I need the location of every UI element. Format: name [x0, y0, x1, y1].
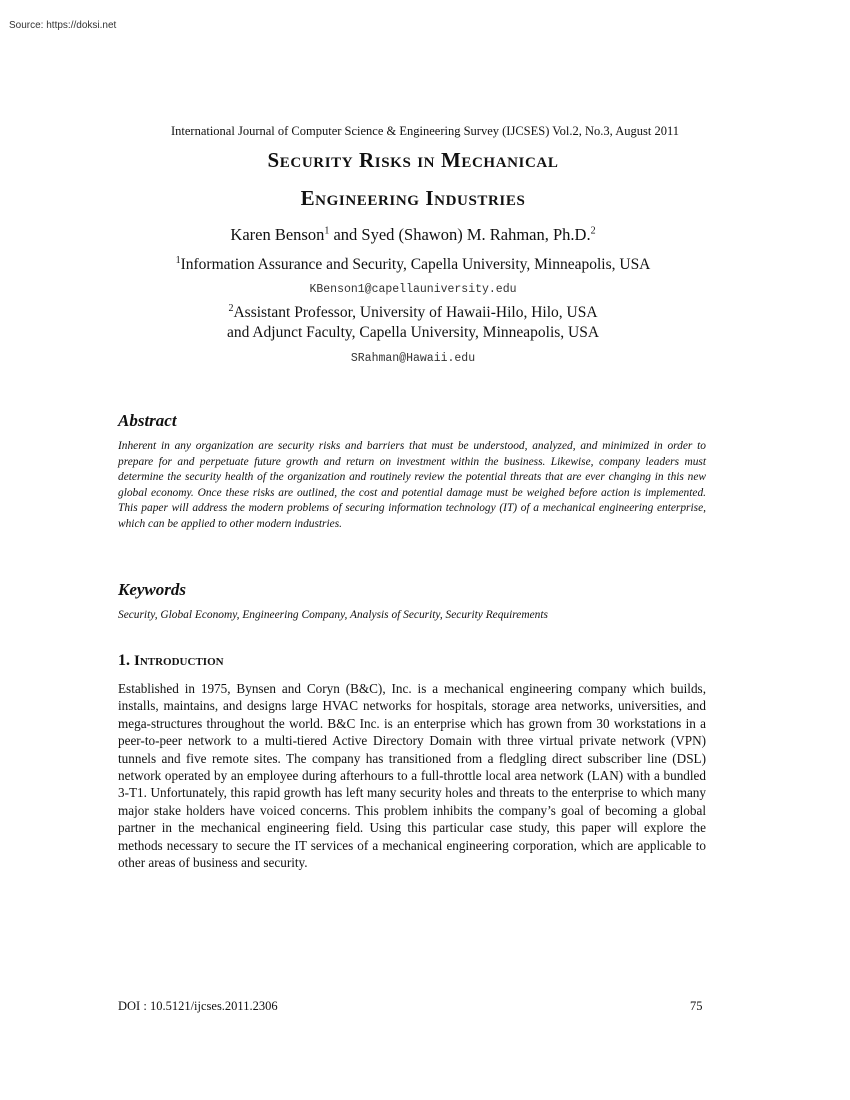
affiliation-2-text: Assistant Professor, University of Hawaii-Hilo, Hilo, USA: [233, 304, 598, 321]
affiliation-2-line-1: [0, 304, 826, 322]
source-link: Source: https://doksi.net: [9, 20, 117, 31]
author-2-email: SRahman@Hawaii.edu: [350, 352, 476, 365]
author-1-superscript: 1: [324, 225, 330, 237]
paper-title-line-2: Engineering Industries: [300, 186, 526, 210]
introduction-title: Introduction: [134, 653, 224, 669]
page-number: 75: [690, 999, 703, 1013]
introduction-number: 1.: [118, 652, 134, 669]
affiliation-1-text: Information Assurance and Security, Capella University, Minneapolis, USA: [180, 256, 651, 273]
introduction-heading: [118, 652, 224, 670]
abstract-body: Inherent in any organization are security risks and barriers that must be understood, analyzed, and minimized in order to prepare for and perpetuate future growth and return on investment within the business. Likewise, company leaders must determine the security health of the organization and routinely review the potential threats that are ever changing in this new global economy. Once these risks are outlined, the cost and potential damage must be weighed before action is implemented. This paper will address the modern problems of securing information technology (IT) of a mechanical engineering enterprise, which can be applied to other modern industries.: [118, 440, 706, 530]
keywords-body: Security, Global Economy, Engineering Company, Analysis of Security, Security Requirements: [118, 609, 548, 621]
author-2-superscript: 2: [590, 225, 596, 237]
affiliation-1-superscript: 1: [175, 254, 181, 266]
author-1-name: Karen Benson: [230, 225, 325, 244]
author-1-email: KBenson1@capellauniversity.edu: [309, 283, 517, 296]
journal-header: International Journal of Computer Science & Engineering Survey (IJCSES) Vol.2, No.3, August 2011: [170, 124, 680, 138]
author-2-name: and Syed (Shawon) M. Rahman, Ph.D.: [329, 225, 591, 244]
abstract-heading: Abstract: [118, 411, 177, 430]
affiliation-1: [0, 256, 826, 274]
keywords-heading: Keywords: [118, 580, 186, 599]
affiliation-2-superscript: 2: [228, 302, 234, 314]
author-line: [0, 225, 826, 245]
affiliation-2-line-2: and Adjunct Faculty, Capella University, Minneapolis, USA: [226, 324, 600, 341]
footer-doi: DOI : 10.5121/ijcses.2011.2306: [118, 999, 278, 1013]
paper-title-line-1: Security Risks in Mechanical: [267, 148, 559, 172]
introduction-body: Established in 1975, Bynsen and Coryn (B&C), Inc. is a mechanical engineering company which builds, installs, maintains, and designs large HVAC networks for hospitals, storage area networks, universities, and mega-structures throughout the world. B&C Inc. is an enterprise which has grown from 30 workstations in a peer-to-peer network to a multi-tiered Active Directory Domain with three virtual private network (VPN) tunnels and five remote sites. The company has transitioned from a fledgling direct subscriber line (DSL) network operated by an employee during afterhours to a full-throttle local area network (LAN) with a bundled 3-T1. Unfortunately, this rapid growth has left many security holes and threats to the enterprise to which many major stake holders have voiced concerns. This problem inhibits the company’s goal of becoming a global partner in the mechanical engineering field. Using this particular case study, this paper will explore the methods necessary to secure the IT services of a mechanical engineering corporation, which are applicable to other areas of business and security.: [118, 681, 706, 871]
